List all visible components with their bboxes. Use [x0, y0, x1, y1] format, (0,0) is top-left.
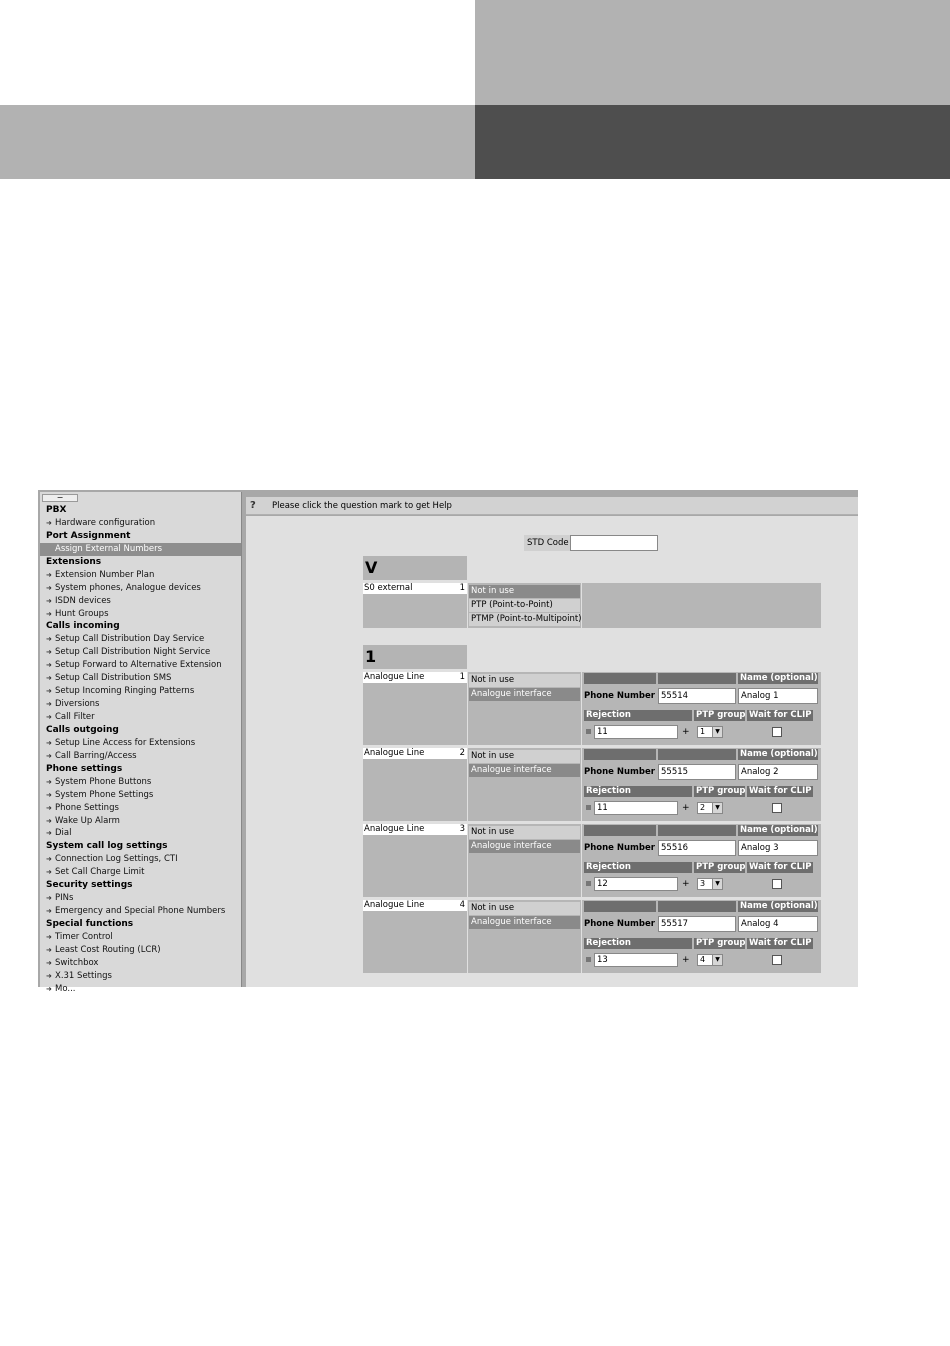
header-bar [584, 825, 656, 836]
ptp-group-value: 2 [700, 803, 706, 812]
rejection-input[interactable]: 13 [594, 953, 678, 967]
analogue-mode-list [468, 824, 581, 897]
sidebar-item-label: PINs [55, 893, 74, 904]
sidebar-item-label: Setup Call Distribution SMS [55, 673, 172, 684]
wait-for-clip-checkbox[interactable] [772, 727, 782, 737]
chevron-down-icon: ▼ [712, 955, 722, 965]
sidebar-item-label: Setup Forward to Alternative Extension [55, 660, 222, 671]
arrow-right-icon: ➜ [46, 635, 52, 644]
header-block-bottom-right [475, 105, 950, 179]
mode-option-not-in-use[interactable]: Not in use [469, 902, 580, 915]
analogue-line-number: 2 [459, 748, 465, 758]
arrow-right-icon: ➜ [46, 932, 52, 941]
analogue-line-details [582, 824, 821, 897]
s0-line-name: S0 external [363, 583, 467, 594]
wait-for-clip-checkbox[interactable] [772, 955, 782, 965]
wait-for-clip-header: Wait for CLIP [749, 938, 812, 948]
sidebar-item-label: Diversions [55, 699, 100, 710]
sidebar-category: Extensions [46, 556, 102, 567]
sidebar-item-label: Least Cost Routing (LCR) [55, 944, 161, 955]
sidebar-item[interactable] [40, 750, 241, 763]
arrow-right-icon: ➜ [46, 700, 52, 709]
analogue-line-box [363, 900, 467, 973]
sidebar-item[interactable] [40, 737, 241, 750]
arrow-right-icon: ➜ [46, 894, 52, 903]
name-optional-input[interactable]: Analog 4 [738, 916, 818, 932]
rejection-header: Rejection [584, 862, 692, 873]
sidebar-item[interactable] [40, 698, 241, 711]
sidebar-category: Calls outgoing [46, 724, 119, 735]
arrow-right-icon: ➜ [46, 803, 52, 812]
sidebar-item-label: Hardware configuration [55, 517, 156, 528]
s0-line-box [363, 583, 467, 628]
sidebar-category: Calls incoming [46, 621, 120, 632]
arrow-right-icon: ➜ [46, 958, 52, 967]
arrow-right-icon: ➜ [46, 518, 52, 527]
wait-for-clip-checkbox[interactable] [772, 879, 782, 889]
sidebar-item-label: Assign External Numbers [55, 543, 163, 554]
header-bar [584, 749, 656, 760]
mode-option-not-in-use[interactable]: Not in use [469, 674, 580, 687]
header-bar [658, 825, 736, 836]
section-1-heading: 1 [363, 645, 467, 669]
sidebar-item-label: Setup Call Distribution Day Service [55, 634, 205, 645]
rejection-header: Rejection [584, 938, 692, 949]
sidebar-item[interactable] [40, 815, 241, 828]
mode-option-analogue-interface[interactable]: Analogue interface [469, 840, 580, 853]
rejection-remove-icon[interactable] [586, 881, 591, 886]
rejection-add-button[interactable]: + [682, 955, 690, 965]
s0-details-empty [582, 583, 821, 628]
wait-for-clip-header: Wait for CLIP [749, 786, 812, 796]
wait-for-clip-header: Wait for CLIP [749, 710, 812, 720]
arrow-right-icon: ➜ [46, 738, 52, 747]
header-block-top-right [475, 0, 950, 105]
sidebar-item-label: Timer Control [55, 931, 113, 942]
sidebar-category: Phone settings [46, 763, 123, 774]
sidebar-item[interactable] [40, 970, 241, 983]
sidebar-item[interactable] [40, 776, 241, 789]
s0-mode-list [468, 583, 581, 628]
arrow-right-icon: ➜ [46, 674, 52, 683]
phone-number-input[interactable]: 55514 [658, 688, 736, 704]
arrow-right-icon: ➜ [46, 661, 52, 670]
arrow-right-icon: ➜ [46, 713, 52, 721]
sidebar-item-label: Setup Line Access for Extensions [55, 737, 196, 748]
header-bar [658, 901, 736, 912]
s0-option-ptp[interactable]: PTP (Point-to-Point) [469, 599, 580, 612]
sidebar-category: System call log settings [46, 841, 168, 852]
sidebar-collapse-button[interactable]: − [42, 494, 78, 502]
sidebar-item-label: Wake Up Alarm [55, 815, 120, 826]
sidebar-item-label: Hunt Groups [55, 608, 109, 619]
name-optional-header: Name (optional) [740, 825, 818, 835]
analogue-line-box [363, 748, 467, 821]
name-optional-header: Name (optional) [740, 673, 818, 683]
rejection-header: Rejection [584, 786, 692, 797]
analogue-line-name: Analogue Line [363, 824, 467, 835]
sidebar-item[interactable] [40, 983, 241, 996]
rejection-remove-icon[interactable] [586, 957, 591, 962]
sidebar-menu [40, 504, 241, 996]
sidebar-item[interactable] [40, 905, 241, 918]
sidebar-item[interactable] [40, 595, 241, 608]
sidebar [40, 492, 242, 994]
s0-option-not-in-use[interactable]: Not in use [469, 585, 580, 598]
sidebar-item[interactable] [40, 892, 241, 905]
rejection-input[interactable]: 12 [594, 877, 678, 891]
sidebar-item[interactable] [40, 543, 241, 556]
ptp-group-header: PTP group [696, 938, 746, 948]
sidebar-item[interactable] [40, 957, 241, 970]
analogue-line-name: Analogue Line [363, 900, 467, 911]
sidebar-item[interactable] [40, 827, 241, 840]
sidebar-item-label: System Phone Buttons [55, 776, 152, 787]
ptp-group-select[interactable] [697, 802, 723, 814]
arrow-right-icon: ➜ [46, 609, 52, 618]
rejection-add-button[interactable]: + [682, 727, 690, 737]
sidebar-item-label: Emergency and Special Phone Numbers [55, 906, 226, 917]
arrow-right-icon: ➜ [46, 596, 52, 605]
sidebar-item[interactable] [40, 866, 241, 879]
std-code-input[interactable] [570, 535, 658, 551]
ptp-group-select[interactable] [697, 954, 723, 966]
sidebar-item[interactable] [40, 659, 241, 672]
mode-option-analogue-interface[interactable]: Analogue interface [469, 764, 580, 777]
sidebar-item[interactable] [40, 582, 241, 595]
mode-option-not-in-use[interactable]: Not in use [469, 826, 580, 839]
analogue-mode-list [468, 672, 581, 745]
std-code-label: STD Code [524, 535, 572, 551]
sidebar-item-label: Connection Log Settings, CTI [55, 854, 178, 865]
sidebar-item[interactable] [40, 633, 241, 646]
sidebar-item-label: ISDN devices [55, 595, 111, 606]
analogue-line-box [363, 672, 467, 745]
sidebar-item-label: Setup Incoming Ringing Patterns [55, 686, 195, 697]
analogue-line-number: 1 [459, 672, 465, 682]
arrow-right-icon [46, 543, 55, 556]
sidebar-category: Security settings [46, 880, 133, 891]
section-v-heading: V [363, 556, 467, 580]
rejection-header: Rejection [584, 710, 692, 721]
ptp-group-select[interactable] [697, 878, 723, 890]
ptp-group-header: PTP group [696, 862, 746, 872]
arrow-right-icon: ➜ [46, 945, 52, 954]
sidebar-item[interactable] [40, 802, 241, 815]
ptp-group-value: 3 [700, 879, 706, 888]
analogue-line-details [582, 672, 821, 745]
arrow-right-icon: ➜ [46, 687, 52, 696]
sidebar-category: Special functions [46, 919, 134, 929]
ptp-group-header: PTP group [696, 786, 746, 796]
chevron-down-icon: ▼ [712, 803, 722, 813]
sidebar-item-label: Set Call Charge Limit [55, 867, 145, 878]
name-optional-input[interactable]: Analog 1 [738, 688, 818, 704]
header-bar [658, 749, 736, 760]
arrow-right-icon: ➜ [46, 855, 52, 864]
sidebar-item-label: Mo... [55, 983, 76, 994]
arrow-right-icon: ➜ [46, 907, 52, 916]
mode-option-not-in-use[interactable]: Not in use [469, 750, 580, 763]
mode-option-analogue-interface[interactable]: Analogue interface [469, 688, 580, 701]
sidebar-item[interactable] [40, 672, 241, 685]
name-optional-header: Name (optional) [740, 749, 818, 759]
chevron-down-icon: ▼ [712, 879, 722, 889]
name-optional-input[interactable]: Analog 3 [738, 840, 818, 856]
arrow-right-icon: ➜ [46, 777, 52, 786]
analogue-line-name: Analogue Line [363, 748, 467, 759]
arrow-right-icon: ➜ [46, 648, 52, 657]
sidebar-item[interactable] [40, 517, 241, 530]
help-bar [246, 497, 858, 515]
ptp-group-value: 1 [700, 727, 706, 736]
wait-for-clip-header: Wait for CLIP [749, 862, 812, 872]
arrow-right-icon: ➜ [46, 751, 52, 760]
sidebar-item-label: Setup Call Distribution Night Service [55, 647, 211, 658]
arrow-right-icon: ➜ [46, 829, 52, 838]
sidebar-category: Port Assignment [46, 530, 131, 541]
help-question-icon[interactable]: ? [250, 500, 256, 511]
sidebar-item-label: Switchbox [55, 957, 99, 968]
wait-for-clip-checkbox[interactable] [772, 803, 782, 813]
arrow-right-icon: ➜ [46, 570, 52, 579]
phone-number-input[interactable]: 55516 [658, 840, 736, 856]
sidebar-item-label: System phones, Analogue devices [55, 582, 201, 593]
arrow-right-icon: ➜ [46, 790, 52, 799]
phone-number-label: Phone Number [584, 843, 655, 853]
mode-option-analogue-interface[interactable]: Analogue interface [469, 916, 580, 929]
analogue-mode-list [468, 748, 581, 821]
header-bar [584, 673, 656, 684]
sidebar-item-label: Call Barring/Access [55, 750, 137, 761]
phone-number-label: Phone Number [584, 691, 655, 701]
phone-number-label: Phone Number [584, 919, 655, 929]
rejection-remove-icon[interactable] [586, 729, 591, 734]
sidebar-item[interactable] [40, 944, 241, 957]
name-optional-header: Name (optional) [740, 901, 818, 911]
sidebar-item-label: Call Filter [55, 712, 95, 722]
s0-option-ptmp[interactable]: PTMP (Point-to-Multipoint) [471, 614, 582, 624]
analogue-line-name: Analogue Line [363, 672, 467, 683]
main-content [246, 516, 858, 987]
rejection-input[interactable]: 11 [594, 725, 678, 739]
rejection-add-button[interactable]: + [682, 803, 690, 813]
header-bar [658, 673, 736, 684]
sidebar-item-label: Dial [55, 828, 72, 839]
analogue-line-number: 4 [459, 900, 465, 910]
sidebar-item[interactable] [40, 853, 241, 866]
rejection-add-button[interactable]: + [682, 879, 690, 889]
rejection-remove-icon[interactable] [586, 805, 591, 810]
configuration-screenshot [38, 490, 858, 994]
arrow-right-icon: ➜ [46, 971, 52, 980]
sidebar-item-label: System Phone Settings [55, 789, 154, 800]
sidebar-item[interactable] [40, 608, 241, 621]
sidebar-item[interactable] [40, 685, 241, 698]
chevron-down-icon: ▼ [712, 727, 722, 737]
header-bar [584, 901, 656, 912]
phone-number-input[interactable]: 55515 [658, 764, 736, 780]
arrow-right-icon: ➜ [46, 868, 52, 877]
analogue-line-number: 3 [459, 824, 465, 834]
phone-number-input[interactable]: 55517 [658, 916, 736, 932]
analogue-line-box [363, 824, 467, 897]
rejection-input[interactable]: 11 [594, 801, 678, 815]
s0-line-number: 1 [459, 583, 465, 593]
analogue-line-details [582, 748, 821, 821]
ptp-group-value: 4 [700, 955, 706, 964]
sidebar-item[interactable] [40, 931, 241, 944]
sidebar-item-label: X.31 Settings [55, 970, 112, 981]
sidebar-item[interactable] [40, 646, 241, 659]
sidebar-category: PBX [46, 505, 67, 515]
ptp-group-header: PTP group [696, 710, 746, 720]
arrow-right-icon: ➜ [46, 984, 52, 993]
arrow-right-icon: ➜ [46, 583, 52, 592]
sidebar-item[interactable] [40, 569, 241, 582]
sidebar-item[interactable] [40, 789, 241, 802]
sidebar-item-label: Phone Settings [55, 802, 119, 813]
sidebar-item-label: Extension Number Plan [55, 569, 155, 580]
help-text: Please click the question mark to get Help [272, 501, 452, 511]
arrow-right-icon: ➜ [46, 816, 52, 825]
sidebar-item[interactable] [40, 711, 241, 724]
ptp-group-select[interactable] [697, 726, 723, 738]
analogue-line-details [582, 900, 821, 973]
name-optional-input[interactable]: Analog 2 [738, 764, 818, 780]
header-block-bottom-left [0, 105, 475, 179]
phone-number-label: Phone Number [584, 767, 655, 777]
analogue-mode-list [468, 900, 581, 973]
